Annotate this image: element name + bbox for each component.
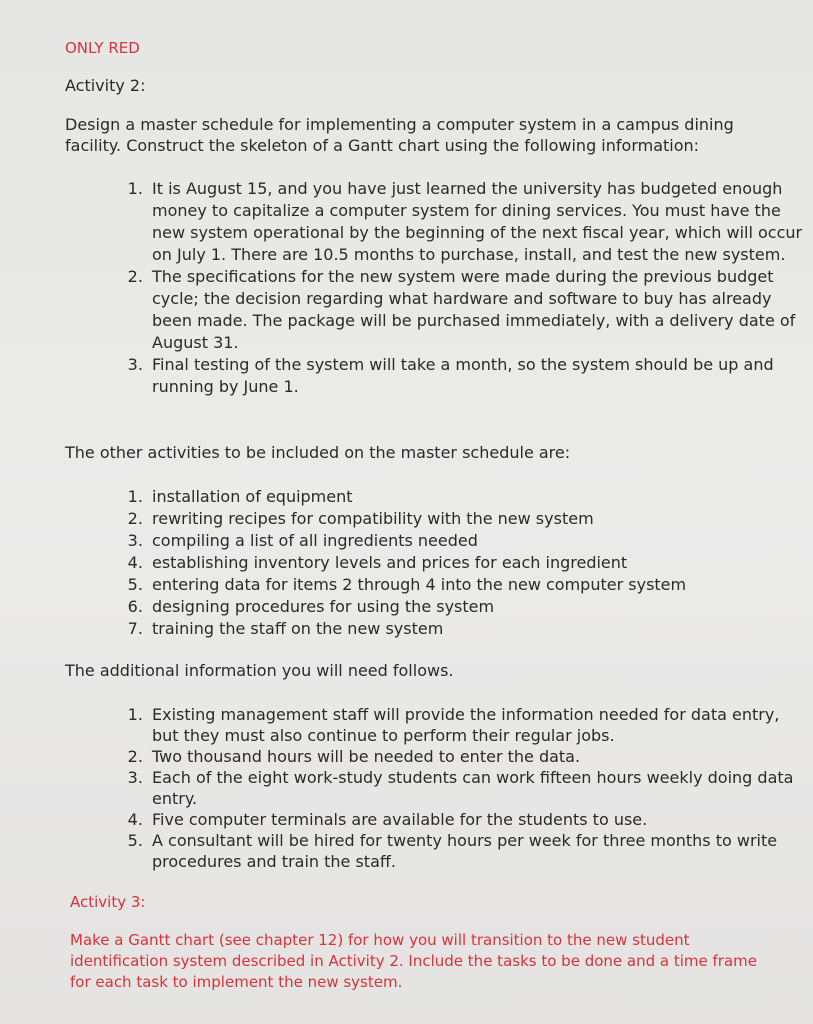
list-item: 1. It is August 15, and you have just learned the university has budgeted enough money to capitalize a computer system for dining services. You must have the new system operational by the beginning of the next fiscal year, which will occur on July 1. There are 10.5 months to purchase, install, and test the new system. bbox=[148, 178, 808, 266]
list-item: 3. Final testing of the system will take a month, so the system should be up and running by June 1. bbox=[148, 354, 808, 398]
list-item: 2. The specifications for the new system were made during the previous budget cycle; the decision regarding what hardware and software to buy has already been made. The package will be purchased immediately, with a delivery date of August 31. bbox=[148, 266, 808, 354]
activity-2-heading: Activity 2: bbox=[65, 76, 146, 95]
list-item: 5. A consultant will be hired for twenty hours per week for three months to write procedures and train the staff. bbox=[148, 830, 808, 872]
activities-list bbox=[122, 486, 788, 640]
list-item: 2. rewriting recipes for compatibility with the new system bbox=[148, 508, 788, 530]
list-item: 3. compiling a list of all ingredients needed bbox=[148, 530, 788, 552]
list-item: 2. Two thousand hours will be needed to enter the data. bbox=[148, 746, 808, 767]
list-item: 4. establishing inventory levels and prices for each ingredient bbox=[148, 552, 788, 574]
list-item: 7. training the staff on the new system bbox=[148, 618, 788, 640]
list-item: 5. entering data for items 2 through 4 into the new computer system bbox=[148, 574, 788, 596]
only-red-note: ONLY RED bbox=[65, 39, 140, 57]
list-item: 6. designing procedures for using the system bbox=[148, 596, 788, 618]
additional-intro: The additional information you will need follows. bbox=[65, 661, 454, 680]
additional-list bbox=[122, 704, 808, 872]
intro-paragraph: Design a master schedule for implementing a computer system in a campus dining facility. Construct the skeleton of a Gantt chart using the following information: bbox=[65, 115, 734, 155]
list-item: 4. Five computer terminals are available for the students to use. bbox=[148, 809, 808, 830]
info-list bbox=[122, 178, 808, 398]
list-item: 1. Existing management staff will provide the information needed for data entry, but they must also continue to perform their regular jobs. bbox=[148, 704, 808, 746]
activity-3-heading: Activity 3: bbox=[70, 893, 146, 911]
activities-intro: The other activities to be included on the master schedule are: bbox=[65, 443, 571, 462]
activity-3-body: Make a Gantt chart (see chapter 12) for how you will transition to the new student identification system described in Activity 2. Include the tasks to be done and a time frame for each task to implement the new system. bbox=[70, 931, 757, 991]
list-item: 1. installation of equipment bbox=[148, 486, 788, 508]
list-item: 3. Each of the eight work-study students can work fifteen hours weekly doing data entry. bbox=[148, 767, 808, 809]
